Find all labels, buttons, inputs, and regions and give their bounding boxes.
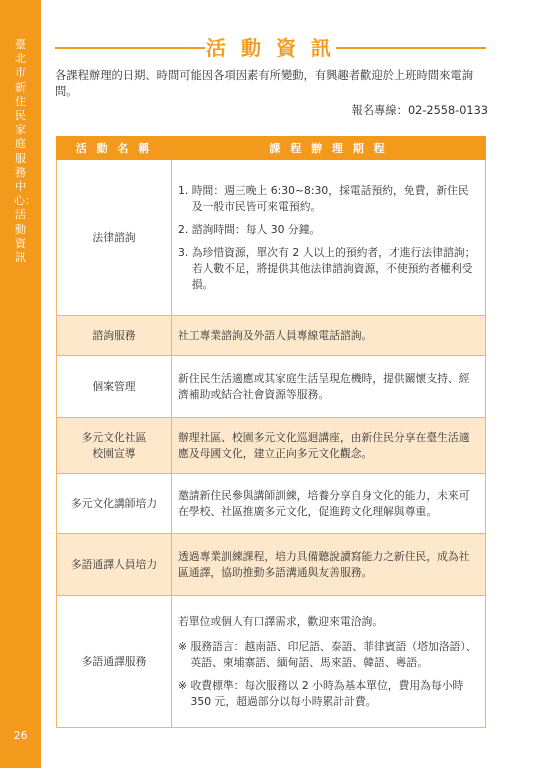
schedule-list-item xyxy=(178,183,477,215)
list-item-text: 時間：週三晚上 6:30~8:30，採電話預約，免費，新住民及一般市民皆可來電預約。 xyxy=(191,183,469,213)
list-item-text: 諮詢時間：每人 30 分鐘。 xyxy=(191,222,321,236)
registration-hotline: 報名專線：02-2558-0133 xyxy=(351,104,488,117)
table-header-row xyxy=(57,137,486,160)
side-bar xyxy=(0,0,41,768)
list-marker: ※ xyxy=(178,678,191,692)
list-marker: 2. xyxy=(178,222,192,236)
schedule-text: 邀請新住民參與講師訓練，培養分享自身文化的能力，未來可在學校、社區推廣多元文化，促進跨文化理解與尊重。 xyxy=(178,488,470,518)
section-title-row xyxy=(55,35,486,61)
title-divider-right xyxy=(336,47,486,49)
schedule-cell xyxy=(172,596,486,728)
activity-name: 多語通譯人員培力 xyxy=(70,557,158,571)
table-row xyxy=(57,160,486,316)
sidebar-section-label: 臺北市新住民家庭服務中心：活動資訊 xyxy=(14,38,36,265)
list-item-text: 收費標準：每次服務以 2 小時為基本單位，費用為每小時 350 元，超過部分以每小時累計計費。 xyxy=(190,678,464,708)
schedule-text: 辦理社區、校園多元文化巡迴講座，由新住民分享在臺生活適應及母國文化，建立正向多元文化觀念。 xyxy=(178,430,470,460)
activity-name-cell xyxy=(57,356,172,418)
activity-name: 多元文化社區 校園宣導 xyxy=(81,430,147,460)
list-marker: 1. xyxy=(178,183,192,197)
schedule-list-item xyxy=(178,639,477,671)
table-row xyxy=(57,596,486,728)
table-row xyxy=(57,418,486,474)
schedule-list-item xyxy=(178,222,477,238)
schedule-text: 若單位或個人有口譯需求，歡迎來電洽詢。 xyxy=(178,614,384,628)
activity-name-cell xyxy=(57,418,172,474)
header-schedule: 課 程 辦 理 期 程 xyxy=(172,137,486,160)
page-title: 活 動 資 訊 xyxy=(206,36,335,60)
schedule-cell xyxy=(172,316,486,356)
schedule-cell xyxy=(172,534,486,596)
table-row xyxy=(57,474,486,534)
activity-name: 個案管理 xyxy=(92,379,136,393)
activity-name-cell xyxy=(57,474,172,534)
schedule-cell xyxy=(172,474,486,534)
list-marker: 3. xyxy=(178,245,192,259)
activity-name: 多元文化講師培力 xyxy=(70,496,158,510)
activity-name: 多語通譯服務 xyxy=(81,654,147,668)
schedule-list-item xyxy=(178,245,477,293)
schedule-text: 社工專業諮詢及外語人員專線電話諮詢。 xyxy=(178,328,373,342)
activity-name-cell xyxy=(57,534,172,596)
list-marker: ※ xyxy=(178,639,191,653)
schedule-cell xyxy=(172,418,486,474)
schedule-text: 透過專業訓練課程，培力具備聽說讀寫能力之新住民，成為社區通譯，協助推動多語溝通與友善服務。 xyxy=(178,549,470,579)
list-item-text: 服務語言：越南語、印尼語、泰語、菲律賓語（塔加洛語）、英語、柬埔寨語、緬甸語、馬來語、韓語、粵語。 xyxy=(190,639,477,669)
schedule-list-item xyxy=(178,678,477,710)
list-item-text: 為珍惜資源，單次有 2 人以上的預約者，才進行法律諮詢；若人數不足，將提供其他法律諮詢資源，不使預約者權利受損。 xyxy=(191,245,476,291)
activity-table xyxy=(56,136,486,728)
table-row xyxy=(57,534,486,596)
table-row xyxy=(57,356,486,418)
intro-paragraph: 各課程辦理的日期、時間可能因各項因素有所變動，有興趣者歡迎於上班時間來電詢問。 xyxy=(55,69,473,98)
schedule-cell xyxy=(172,160,486,316)
header-activity-name: 活 動 名 稱 xyxy=(57,137,172,160)
table-row xyxy=(57,316,486,356)
activity-name: 諮詢服務 xyxy=(92,328,136,342)
activity-name-cell xyxy=(57,596,172,728)
schedule-cell xyxy=(172,356,486,418)
activity-name-cell xyxy=(57,316,172,356)
title-divider-left xyxy=(55,47,205,49)
activity-name-cell xyxy=(57,160,172,316)
schedule-text: 新住民生活適應或其家庭生活呈現危機時，提供關懷支持、經濟補助或結合社會資源等服務。 xyxy=(178,371,470,401)
activity-name: 法律諮詢 xyxy=(92,230,136,244)
page-number: 26 xyxy=(13,729,28,742)
